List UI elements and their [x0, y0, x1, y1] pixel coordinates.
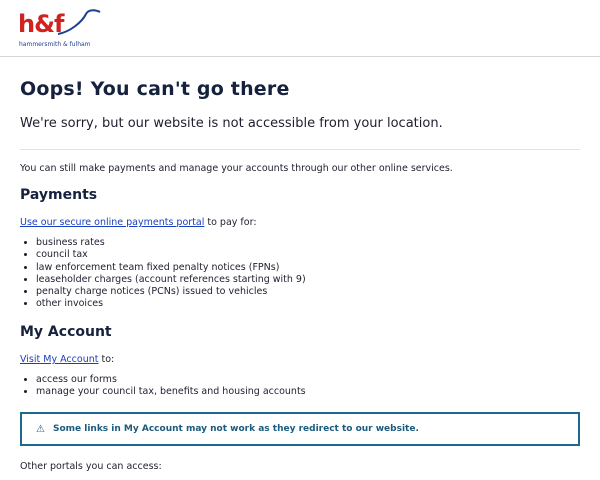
account-list: [20, 374, 580, 399]
payments-portal-link[interactable]: Use our secure online payments portal: [20, 217, 205, 228]
list-item: • leaseholder charges (account references starting with 9): [36, 274, 580, 286]
account-link-suffix: to:: [98, 353, 115, 365]
other-portals-text: Other portals you can access:: [20, 461, 162, 473]
main-content: [0, 77, 600, 474]
my-account-heading: My Account: [20, 323, 112, 340]
list-item: • access our forms: [36, 374, 580, 386]
list-item: • business rates: [36, 237, 580, 249]
list-item: • other invoices: [36, 298, 580, 310]
hf-logo[interactable]: [18, 8, 108, 50]
notice-text: Some links in My Account may not work as they redirect to our website.: [52, 424, 419, 435]
intro-text: You can still make payments and manage your accounts through our other online services.: [20, 163, 453, 174]
warning-notice: [20, 412, 580, 446]
payments-link-suffix: to pay for:: [204, 217, 257, 228]
payments-list: [20, 237, 580, 311]
list-item: • manage your council tax, benefits and housing accounts: [36, 386, 580, 398]
logo-subtitle: hammersmith & fulham: [19, 41, 91, 48]
page-title: Oops! You can't go there: [20, 78, 290, 100]
my-account-link[interactable]: Visit My Account: [20, 353, 99, 365]
divider: [20, 149, 580, 150]
warning-icon: ⚠: [36, 423, 45, 435]
account-link-line: [20, 353, 580, 367]
site-header: [0, 0, 600, 57]
logo-mark: h&f: [18, 10, 64, 38]
list-item: • council tax: [36, 249, 580, 261]
list-item: • law enforcement team fixed penalty notices (FPNs): [36, 262, 580, 274]
list-item: • penalty charge notices (PCNs) issued to vehicles: [36, 286, 580, 298]
logo-swoosh-icon: [56, 8, 106, 38]
lead-text: We're sorry, but our website is not accessible from your location.: [20, 116, 443, 131]
payments-link-line: [20, 216, 580, 230]
payments-heading: Payments: [20, 187, 98, 203]
